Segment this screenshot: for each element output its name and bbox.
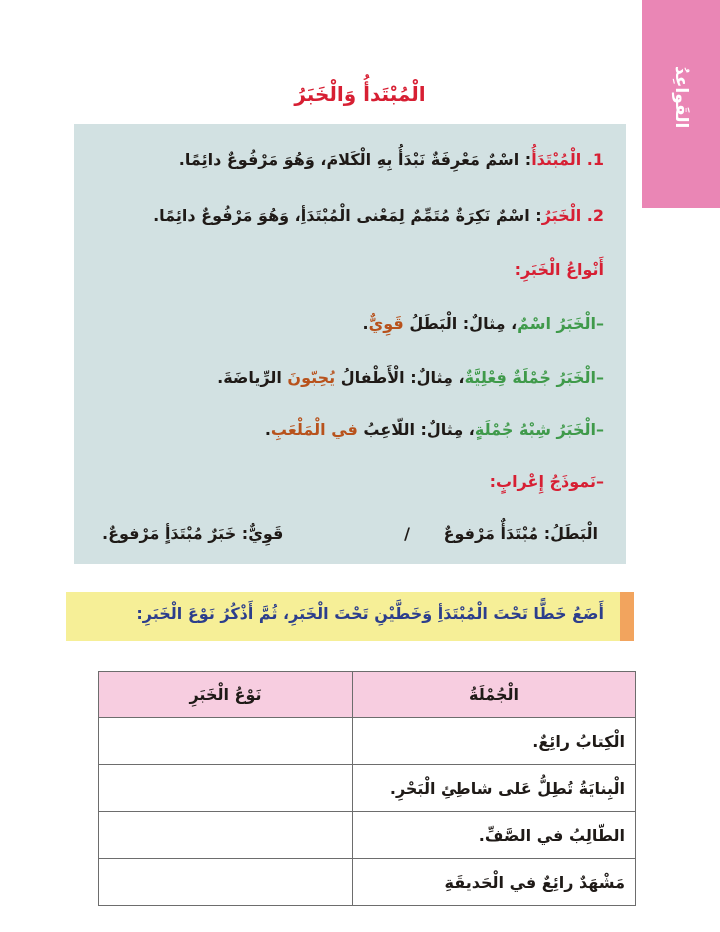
parse-example <box>102 524 598 554</box>
type-1-tail: . <box>362 314 369 333</box>
table-header-row <box>99 672 636 718</box>
exercise-table <box>98 671 636 906</box>
answer-cell[interactable] <box>99 859 353 906</box>
type-3-lead: –الْخَبَرُ شِبْهُ جُمْلَةٍ <box>474 420 604 439</box>
sentence-cell: الْبِنايَةُ تُطِلُّ عَلى شاطِئِ الْبَحْرِ. <box>353 765 636 812</box>
rule-1-term: الْمُبْتَدَأُ <box>531 150 582 169</box>
sentence-cell: الْكِتابُ رائِعٌ. <box>353 718 636 765</box>
rule-1-number: 1. <box>586 150 604 169</box>
type-1-example: ، مِثالٌ: الْبَطَلُ <box>403 314 518 333</box>
exercise-banner <box>66 592 634 641</box>
parse-predicate: قَوِيٌّ: خَبَرٌ مُبْتَدَأٍ مَرْفوعٌ. <box>102 524 284 543</box>
type-3-highlight: في الْمَلْعَبِ <box>270 420 358 439</box>
table-row <box>99 859 636 906</box>
parse-separator: / <box>404 524 410 543</box>
parse-subject: الْبَطَلُ: مُبْتَدَأٌ مَرْفوعٌ <box>443 524 598 543</box>
page-title: الْمُبْتَدأُ وَالْخَبَرُ <box>294 82 426 106</box>
header-sentence: الْجُمْلَةُ <box>353 672 636 718</box>
type-1 <box>363 314 605 342</box>
header-predicate-type: نَوْعُ الْخَبَرِ <box>99 672 353 718</box>
type-2-tail: الرِّياضَةَ. <box>217 368 288 387</box>
type-3 <box>265 420 604 448</box>
rule-2-number: 2. <box>586 206 604 225</box>
answer-cell[interactable] <box>99 718 353 765</box>
sentence-cell: الطّالِبُ في الصَّفِّ. <box>353 812 636 859</box>
type-2 <box>217 368 604 396</box>
types-heading: أَنْواعُ الْخَبَرِ: <box>514 260 604 279</box>
rules-box <box>74 124 626 564</box>
section-tab-label: القَواعِدُ <box>671 66 691 129</box>
table-row <box>99 718 636 765</box>
type-2-example: ، مِثالٌ: الْأَطْفالُ <box>335 368 465 387</box>
table-row <box>99 765 636 812</box>
type-2-lead: –الْخَبَرُ جُمْلَةٌ فِعْلِيَّةٌ <box>464 368 604 387</box>
type-2-highlight: يُحِبّونَ <box>287 368 336 387</box>
model-heading: –نَموذَجُ إِعْرابٍ: <box>489 472 604 491</box>
answer-cell[interactable] <box>99 765 353 812</box>
rule-1-text: : اسْمٌ مَعْرِفَةٌ نَبْدَأُ بِهِ الْكَلامَ، وَهُوَ مَرْفُوعٌ دائِمًا. <box>178 150 532 169</box>
type-3-tail: . <box>264 420 271 439</box>
answer-cell[interactable] <box>99 812 353 859</box>
rule-2 <box>153 206 604 234</box>
exercise-accent-bar <box>620 592 634 641</box>
type-3-example: ، مِثالٌ: اللّاعِبُ <box>357 420 475 439</box>
type-1-highlight: قَوِيٌّ <box>368 314 404 333</box>
rule-1 <box>179 150 604 178</box>
rule-2-text: : اسْمٌ نَكِرَةٌ مُتَمِّمٌ لِمَعْنى الْمُبْتَدَأِ، وَهُوَ مَرْفُوعٌ دائِمًا. <box>153 206 542 225</box>
table-row <box>99 812 636 859</box>
sentence-cell: مَشْهَدٌ رائِعٌ في الْحَديقَةِ <box>353 859 636 906</box>
exercise-instruction: أَضَعُ خَطًّا تَحْتَ الْمُبْتَدَأِ وَخَطَّيْنِ تَحْتَ الْخَبَرِ، ثُمَّ أَذْكُرُ نَوْعَ الْخَبَرِ: <box>136 604 604 623</box>
type-1-lead: –الْخَبَرُ اسْمٌ <box>517 314 604 333</box>
rule-2-term: الْخَبَرُ <box>541 206 582 225</box>
